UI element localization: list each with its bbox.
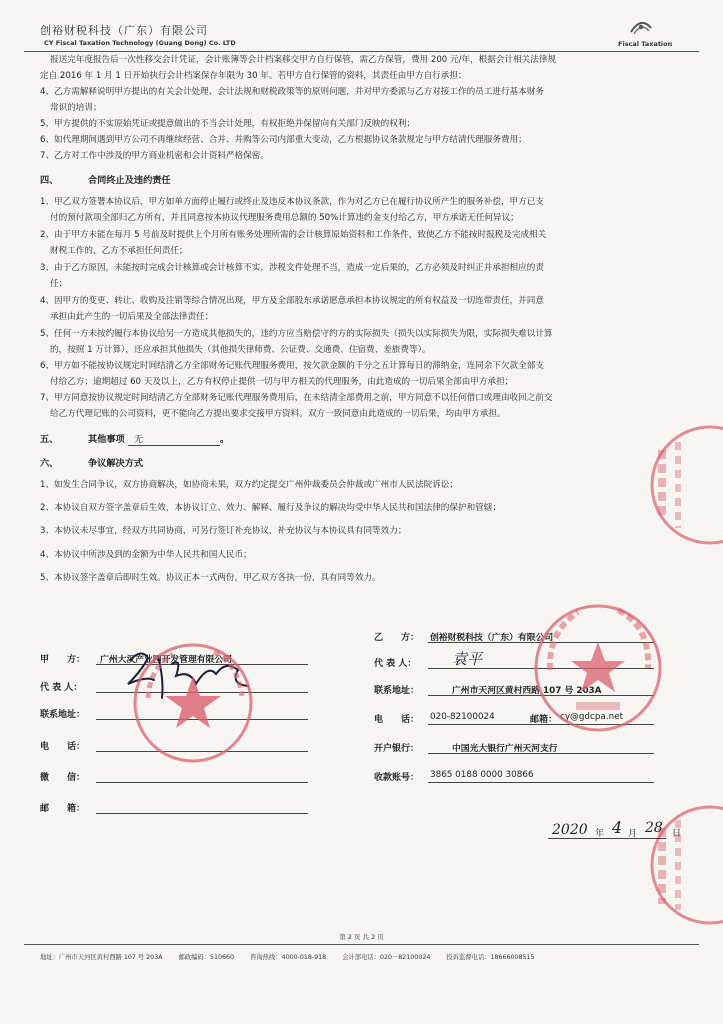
date-month: 4 [612,818,623,837]
party-a-company-seal [128,638,258,768]
date-day-unit: 日 [672,829,682,839]
party-b-tel: 020-82100024 [430,712,495,722]
party-b-company-seal [528,598,668,738]
clause-line: 付给乙方；逾期超过 60 天及以上，乙方有权停止提供一切与甲方相关的代理服务，由此造成的一切后果全部由甲方承担； [50,377,514,387]
party-b-rep-label: 代 表 人： [374,659,417,669]
clause-line: 的，按照 1 万计算），还应承担其他损失（其他损失律师费、公证费、交通费、住宿费、差旅费等）。 [50,345,431,355]
clause-line: 定自 2016 年 1 月 1 日开始执行会计档案保存年限为 30 年。若甲方自行保管的资料，其责任由甲方自行承担； [40,71,467,81]
clause-line: 报送完年度报告后一次性移交会计凭证，会计账簿等会计档案移交甲方自行保管，需乙方保管，费用 200 元/年，根据会计相关法律规 [50,55,557,65]
company-name-cn: 创裕财税科技（广东）有限公司 [40,24,208,37]
clause-line: 1、如发生合同争议，双方协商解决，如协商未果，双方约定提交广州仲裁委员会仲裁或广州市人民法院诉讼； [40,480,458,490]
clause-line: 1、甲乙双方签署本协议后，甲方如单方面停止履行或终止及违反本协议条款，作为对乙方已在履行协议所产生的服务补偿，甲方已支 [40,197,544,207]
page-footer [40,952,549,961]
clause-line: 给乙方代理记账的公司资料，更不能向乙方提出要求交接甲方资料。双方一致同意由此造成的一切后果，均由甲方承担。 [50,409,506,419]
footer-hotline: 咨询热线：4000-018-918 [250,954,327,961]
clause-line: 常识的培训； [50,103,102,113]
other-matters-value: 无 [128,431,220,446]
clause-line: 7、乙方对工作中涉及的甲方商业机密和会计资料严格保密。 [40,151,269,161]
clause-line: 2、由于甲方未能在每月 5 号前及时提供上个月所有账务处理所需的会计核算原始资料和工作条件，致使乙方不能按时报税及完成相关 [40,230,547,240]
clause-line: 5、任何一方未按约履行本协议给另一方造成其他损失的，违约方应当赔偿守约方的实际损失（损失以实际损失为限，实际损失难以计算 [40,329,553,339]
section-heading-4 [40,172,171,186]
underline [428,753,654,754]
party-b-bank: 中国光大银行广州天河支行 [452,744,558,754]
underline [96,813,308,814]
clause-line: 5、本协议签字盖章后即时生效。协议正本一式两份，甲乙双方各执一份，具有同等效力。 [40,573,381,583]
underline [548,838,666,839]
party-b-signature: 袁平 [452,650,483,668]
party-b-name: 创裕财税科技（广东）有限公司 [430,633,554,643]
clause-line: 6、甲方如不能按协议规定时间结清乙方全部财务记账代理服务费用，按欠款金额的千分之五计算每日的滞纳金，连同余下欠款全部支 [40,361,544,371]
clause-line: 7、甲方同意按协议规定时间结清乙方全部财务记账代理服务费用后，在未结清全部费用之前，甲方同意不以任何借口或理由收回之前交 [40,393,553,403]
section-title: 合同终止及违约责任 [88,175,171,186]
party-a-tel-label: 电 话： [40,742,86,752]
clause-line: 6、如代理期间遇到甲方公司不再继续经营、合并、并购等公司内部重大变动，乙方根据协议条款规定与甲方结清代理服务费用； [40,135,527,145]
clause-line: 4、本协议中所涉及到的金额为中华人民共和国人民币； [40,550,252,560]
section-heading-6 [40,455,143,469]
clause-line: 承担由此产生的一切后果及全部法律责任； [50,312,214,322]
section-title: 争议解决方式 [88,458,144,469]
party-a-name: 广州大汉产业园开发管理有限公司 [100,655,232,665]
logo-caption: Fiscal Taxation [618,40,673,48]
section-heading-5 [40,431,229,446]
date-day: 28 [645,820,663,836]
footer-address: 地址：广州市天河区黄村西路 107 号 203A [40,954,163,961]
page-number: 第 2 页 共 2 页 [339,933,384,941]
section-number: 六、 [40,458,59,469]
party-b-address-label: 联系地址： [374,686,420,696]
party-a-email-label: 邮 箱： [40,804,86,814]
footer-divider [24,944,699,945]
party-a-label: 甲 方： [40,655,86,665]
party-a-address-label: 联系地址： [40,710,86,720]
clause-line: 3、由于乙方原因，未能按时完成会计核算或会计核算不实，涉税文件处理不当，造成一定后果的，乙方必须及时纠正并承担相应的责 [40,263,544,273]
section-end-mark: 。 [219,434,230,445]
clause-line: 3、本协议未尽事宜，经双方共同协商，可另行签订补充协议，补充协议与本协议具有同等效力； [40,526,407,536]
date-month-unit: 月 [628,829,638,839]
section-title: 其他事项 [88,434,125,445]
company-name-en: CY Fiscal Taxation Technology (Guang Dong) Co. LTD [44,39,236,47]
party-b-account: 3865 0188 0000 30866 [430,770,534,780]
underline [96,782,308,783]
footer-complaint-tel: 投诉监督电话：18666008515 [446,954,535,961]
edge-seal-upper [640,420,723,550]
underline [428,782,654,783]
party-b-bank-label: 开户银行： [374,744,420,754]
clause-line: 2、本协议自双方签字盖章后生效，本协议订立、效力、解释、履行及争议的解决均受中华人民共和国法律的保护和管辖； [40,503,501,513]
party-a-rep-label: 代 表 人： [40,683,83,693]
party-b-tel-label: 电 话： [374,715,420,725]
date-year-unit: 年 [595,829,605,839]
party-a-wechat-label: 微 信： [40,773,86,783]
party-b-label: 乙 方： [374,633,420,643]
section-number: 四、 [40,175,59,186]
page-header [0,0,723,56]
company-logo-icon [628,18,654,36]
party-b-mail-label: 邮箱： [530,715,558,725]
footer-accounting-tel: 会计部电话：020－82100024 [342,954,431,961]
clause-line: 5、甲方提供的不实原始凭证或提意做出的不当会计处理，有权拒绝并保留向有关部门反映的权利； [40,119,416,129]
clause-line: 4、因甲方的变更、转让、收购及注销等综合情况出现，甲方及全部股东承诺愿意承担本协议规定的所有权益及一切连带责任，并同意 [40,296,544,306]
clause-line: 4、乙方需解释说明甲方提出的有关会计处理、会计法规和财税政策等的原则问题，并对甲方委派与乙方对接工作的员工进行基本财务 [40,87,544,97]
clause-line: 付的预付款项全部归乙方所有，并且同意按本协议代理服务费用总额的 50%计算违约金支付给乙方，甲方承诺无任何异议； [50,213,519,223]
party-b-address: 广州市天河区黄村西路 107 号 203A [452,686,602,696]
section-number: 五、 [40,434,59,445]
clause-line: 财税工作的，乙方不承担任何责任； [50,246,188,256]
footer-postcode: 邮政编码：510660 [178,954,235,961]
party-b-account-label: 收款账号： [374,773,420,783]
date-year: 2020 [552,822,588,838]
party-b-mail: cy@gdcpa.net [560,712,624,722]
clause-line: 任； [50,279,68,289]
